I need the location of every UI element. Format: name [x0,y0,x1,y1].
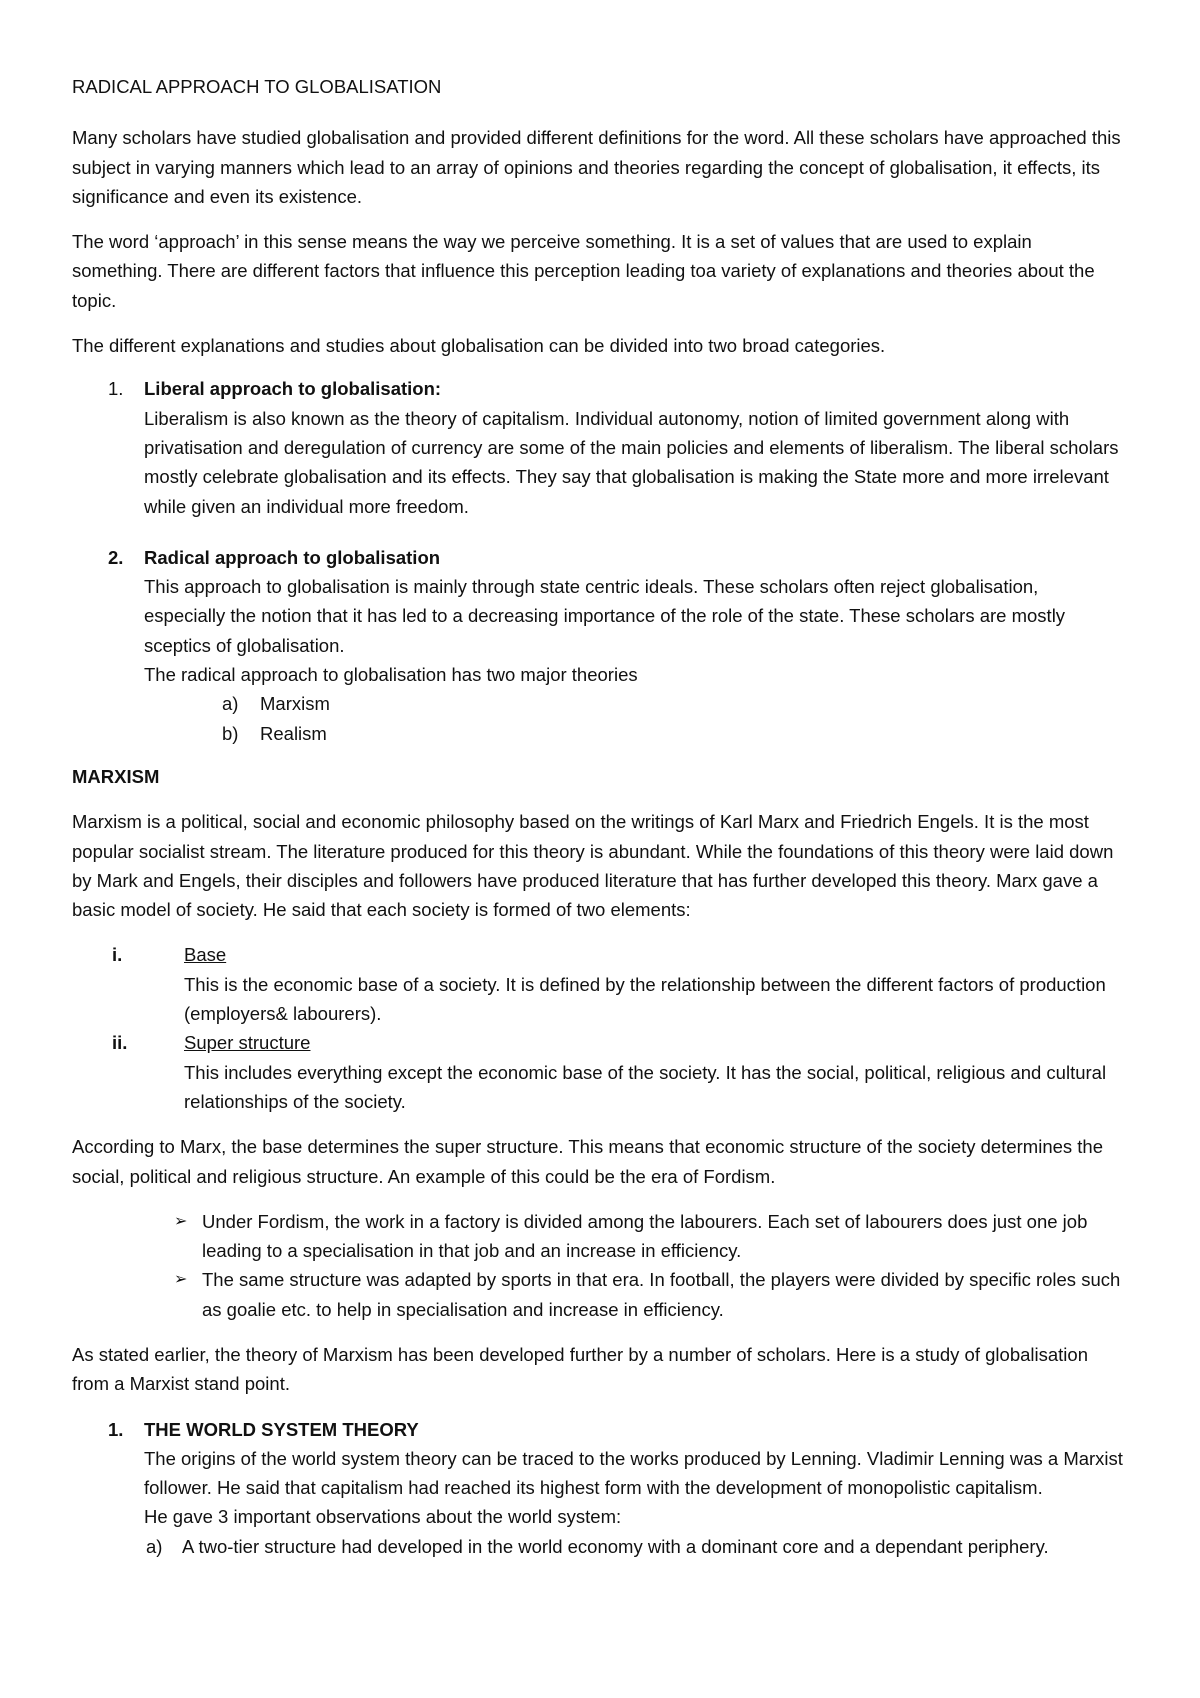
bullet-text: The same structure was adapted by sports in that era. In football, the players were divided by specific roles such as goalie etc. to help in specialisation and increase in efficiency. [202,1269,1121,1320]
observation-item [72,1532,1124,1561]
list-marker: 2. [108,546,124,568]
intro-paragraph-2: The word ‘approach’ in this sense means the way we perceive something. It is a set of values that are used to explain something. There are different factors that influence this perception leading toa variety of explanations and theories about the topic. [72,231,1095,311]
intro-paragraph-3: The different explanations and studies about globalisation can be divided into two broad categories. [72,335,886,357]
world-system-heading: THE WORLD SYSTEM THEORY [144,1418,419,1440]
marxism-heading: MARXISM [72,765,160,787]
radical-approach-text: This approach to globalisation is mainly through state centric ideals. These scholars often reject globalisation, especially the notion that it has led to a decreasing importance of the role of the state. These scholars are mostly sceptics of globalisation. [144,576,1066,656]
marxism-paragraph-1: Marxism is a political, social and economic philosophy based on the writings of Karl Marx and Friedrich Engels. It is the most popular socialist stream. The literature produced for this theory is abundant. While the foundations of this theory were laid down by Mark and Engels, their disciples and followers have produced literature that has further developed this theory. Marx gave a basic model of society. He said that each society is formed of two elements: [72,811,1114,921]
world-system-item [72,1415,1124,1532]
liberal-approach-heading: Liberal approach to globalisation: [144,378,442,400]
arrow-bullet-icon: ➢ [174,1271,188,1289]
element-item-super-structure [72,1028,1124,1116]
element-text: This is the economic base of a society. It is defined by the relationship between the different factors of production (employers& labourers). [184,973,1106,1025]
document-body [72,72,1124,1561]
document-title: RADICAL APPROACH TO GLOBALISATION [72,76,442,97]
intro-paragraph-1: Many scholars have studied globalisation and provided different definitions for the word. All these scholars have approached this subject in varying manners which lead to an array of opinions and theories regarding the concept of globalisation, it effects, its significance and even its existence. [72,127,1121,207]
marxism-paragraph-3: As stated earlier, the theory of Marxism has been developed further by a number of scholars. Here is a study of globalisation from a Marxist stand point. [72,1343,1088,1395]
theory-item-marxism [72,689,1124,718]
theory-item-realism [72,719,1124,748]
element-text: This includes everything except the economic base of the society. It has the social, political, religious and cultural relationships of the society. [184,1061,1107,1112]
theory-label: Marxism [260,693,330,715]
marxism-paragraph-2: According to Marx, the base determines the super structure. This means that economic structure of the society determines the social, political and religious structure. An example of this could be the era of Fordism. [72,1136,1104,1187]
list-marker: a) [222,693,239,715]
liberal-approach-text: Liberalism is also known as the theory of capitalism. Individual autonomy, notion of limited government along with privatisation and deregulation of currency are some of the main policies and elements of liberalism. The liberal scholars mostly celebrate globalisation and its effects. They say that globalisation is making the State more and more irrelevant while given an individual more freedom. [144,407,1119,517]
arrow-bullet-icon: ➢ [174,1212,188,1230]
element-item-base [72,940,1124,1028]
radical-approach-item [72,543,1124,689]
list-marker: ii. [112,1032,128,1054]
fordism-bullet-1 [72,1207,1124,1266]
world-system-observations-intro: He gave 3 important observations about the world system: [144,1506,622,1528]
element-title: Super structure [184,1032,311,1054]
radical-approach-theories-intro: The radical approach to globalisation has two major theories [144,664,638,686]
bullet-text: Under Fordism, the work in a factory is divided among the labourers. Each set of labourers does just one job leading to a specialisation in that job and an increase in efficiency. [202,1210,1088,1262]
list-marker: 1. [108,1418,124,1440]
fordism-bullet-2 [72,1265,1124,1324]
list-marker: a) [146,1535,163,1557]
list-marker: i. [112,944,123,966]
liberal-approach-item [72,374,1124,520]
world-system-text: The origins of the world system theory can be traced to the works produced by Lenning. Vladimir Lenning was a Marxist follower. He said that capitalism had reached its highest form with the development of monopolistic capitalism. [144,1447,1123,1499]
list-marker: b) [222,722,239,744]
observation-text: A two-tier structure had developed in the world economy with a dominant core and a dependant periphery. [182,1535,1049,1557]
element-title: Base [184,944,227,966]
radical-approach-heading: Radical approach to globalisation [144,546,441,568]
list-marker: 1. [108,378,124,400]
theory-label: Realism [260,722,327,744]
